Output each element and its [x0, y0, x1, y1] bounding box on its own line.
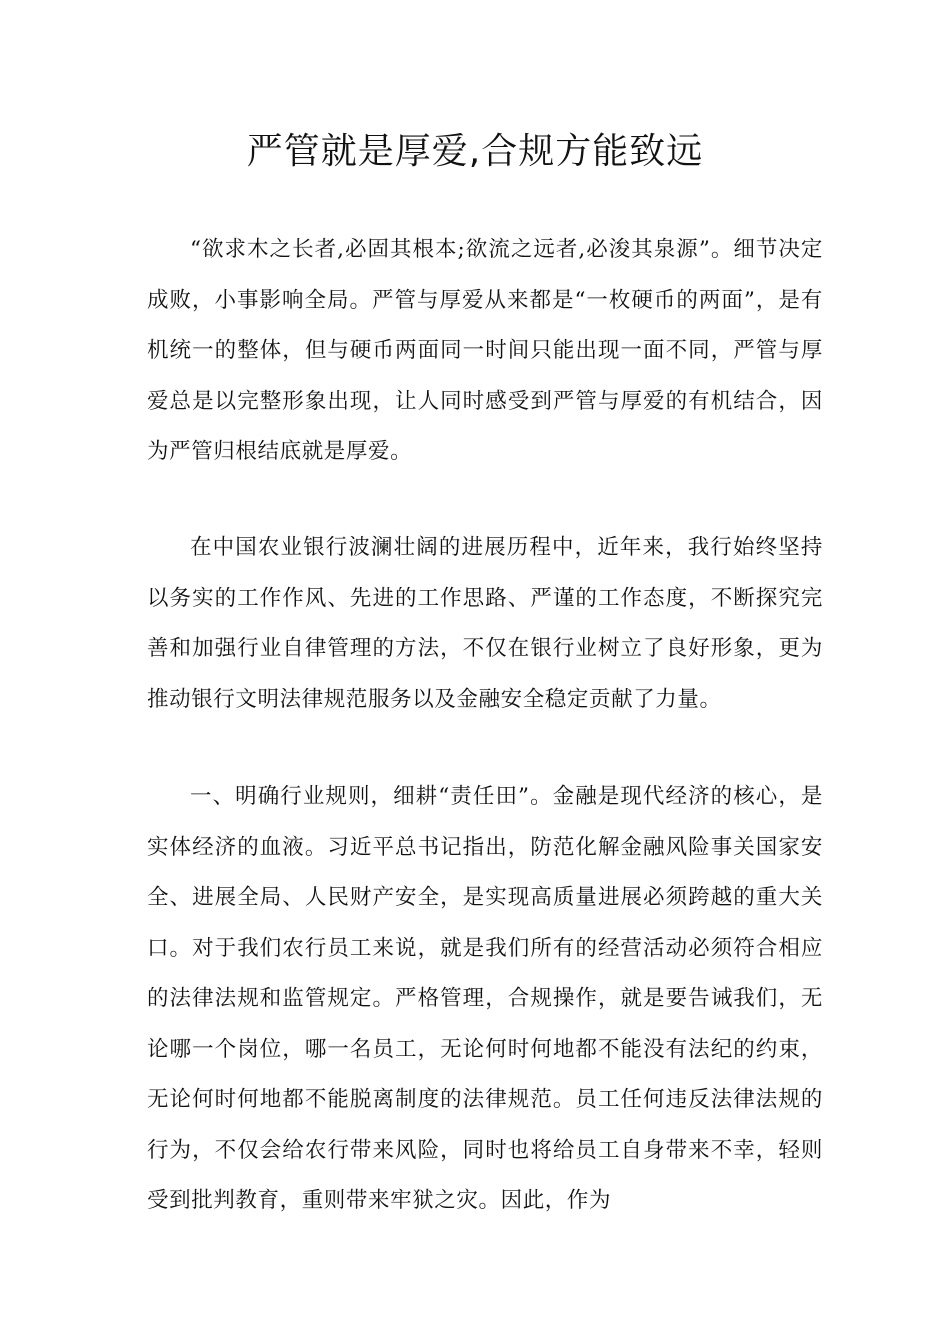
- paragraph-1: “欲求木之长者,必固其根本;欲流之远者,必浚其泉源”。细节决定成败，小事影响全局。严管与厚爱从来都是“一枚硬币的两面”，是有机统一的整体，但与硬币两面同一时间只能出现一面不同，严管与厚爱总是以完整形象出现，让人同时感受到严管与厚爱的有机结合，因为严管归根结底就是厚爱。: [147, 237, 823, 464]
- document-title: 严管就是厚爱,合规方能致远: [246, 131, 704, 172]
- paragraph-3: 一、明确行业规则，细耕“责任田”。金融是现代经济的核心，是实体经济的血液。习近平总书记指出，防范化解金融风险事关国家安全、进展全局、人民财产安全，是实现高质量进展必须跨越的重大关口。对于我们农行员工来说，就是我们所有的经营活动必须符合相应的法律法规和监管规定。严格管理，合规操作，就是要告诫我们，无论哪一个岗位，哪一名员工，无论何时何地都不能没有法纪的约束，无论何时何地都不能脱离制度的法律规范。员工任何违反法律法规的行为，不仅会给农行带来风险，同时也将给员工自身带来不幸，轻则受到批判教育，重则带来牢狱之灾。因此，作为: [147, 784, 823, 1213]
- paragraph-2: 在中国农业银行波澜壮阔的进展历程中，近年来，我行始终坚持以务实的工作作风、先进的工作思路、严谨的工作态度，不断探究完善和加强行业自律管理的方法，不仅在银行业树立了良好形象，更为推动银行文明法律规范服务以及金融安全稳定贡献了力量。: [147, 535, 823, 712]
